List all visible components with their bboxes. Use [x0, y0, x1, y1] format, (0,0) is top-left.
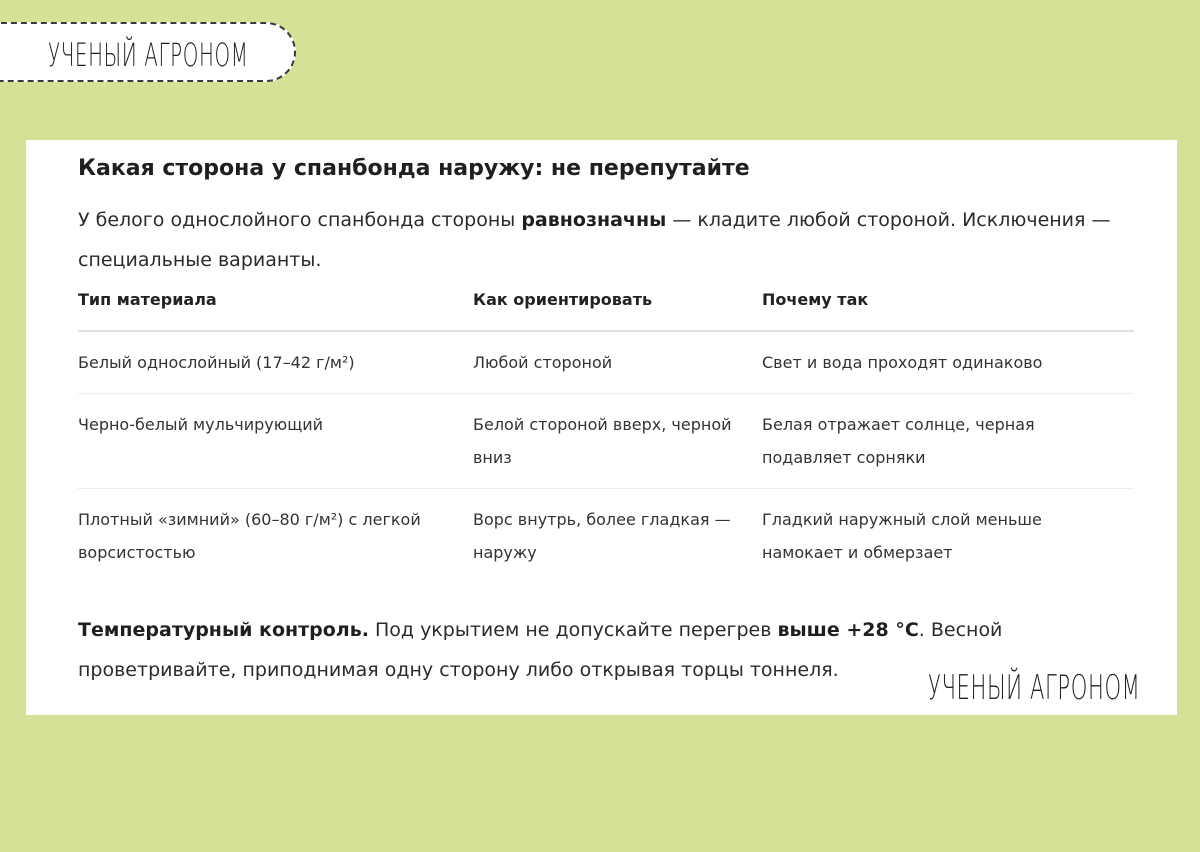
note-bold-lead: Температурный контроль.: [78, 619, 369, 641]
intro-bold: равнозначны: [521, 209, 667, 231]
table-row: [78, 331, 1134, 394]
cell-orientation: Ворс внутрь, более гладкая — наружу: [473, 510, 731, 562]
note-text-1: Под укрытием не допускайте перегрев: [368, 619, 778, 641]
intro-paragraph: [78, 200, 1138, 280]
cell-material: Белый однослойный (17–42 г/м²): [78, 331, 473, 394]
materials-table: [78, 286, 1134, 583]
note-bold-value: выше +28 °C: [777, 619, 919, 641]
cell-material: Черно-белый мульчирующий: [78, 394, 473, 489]
brand-watermark: УЧЕНЫЙ АГРОНОМ: [928, 668, 1141, 708]
intro-text-after: — кладите любой стороной. Исключения — специальные варианты.: [78, 209, 1111, 271]
cell-material: Плотный «зимний» (60–80 г/м²) с легкой ворсистостью: [78, 510, 421, 562]
article-title: Какая сторона у спанбонда наружу: не перепутайте: [78, 156, 750, 181]
header-reason: Почему так: [762, 286, 1134, 331]
intro-text-before: У белого однослойного спанбонда стороны: [78, 209, 522, 231]
brand-tag: [0, 22, 296, 82]
cell-orientation: Любой стороной: [473, 331, 762, 394]
cell-reason: Гладкий наружный слой меньше намокает и обмерзает: [762, 510, 1042, 562]
header-orientation: Как ориентировать: [473, 286, 762, 331]
table-row: [78, 394, 1134, 489]
article-card: [26, 140, 1177, 715]
table-row: [78, 489, 1134, 584]
brand-logo-text: УЧЕНЫЙ АГРОНОМ: [48, 36, 249, 74]
cell-orientation: Белой стороной вверх, черной вниз: [473, 394, 762, 489]
note-text-2: . Весной проветривайте, приподнимая одну сторону либо открывая торцы тоннеля.: [78, 619, 1003, 681]
cell-reason: Свет и вода проходят одинаково: [762, 331, 1134, 394]
header-material-type: Тип материала: [78, 286, 473, 331]
cell-reason: Белая отражает солнце, черная подавляет сорняки: [762, 394, 1134, 489]
table-header-row: [78, 286, 1134, 331]
